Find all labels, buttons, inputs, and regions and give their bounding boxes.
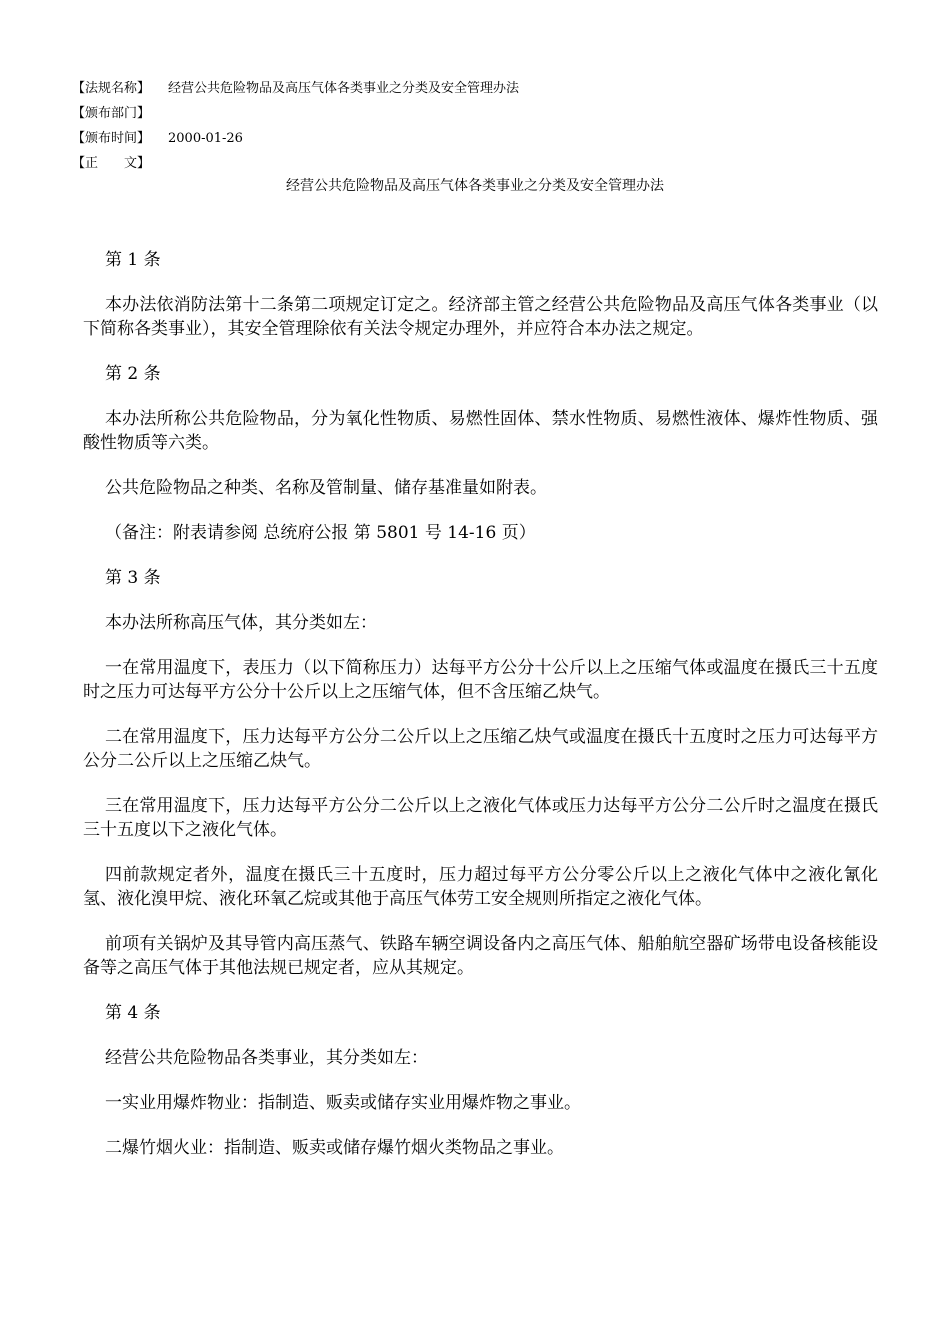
- paragraph: 本办法依消防法第十二条第二项规定订定之。经济部主管之经营公共危险物品及高压气体各类事业（以下简称各类事业），其安全管理除依有关法令规定办理外，并应符合本办法之规定。: [83, 295, 878, 339]
- paragraph: 经营公共危险物品各类事业，其分类如左：: [105, 1048, 428, 1068]
- meta-row-date: [72, 126, 519, 151]
- article-heading: 第 2 条: [105, 364, 161, 384]
- paragraph: 一在常用温度下，表压力（以下简称压力）达每平方公分十公斤以上之压缩气体或温度在摄氏三十五度时之压力可达每平方公分十公斤以上之压缩气体，但不含压缩乙炔气。: [83, 658, 878, 702]
- document-title: 经营公共危险物品及高压气体各类事业之分类及安全管理办法: [286, 178, 664, 194]
- document-body: [83, 248, 878, 1181]
- paragraph: 四前款规定者外，温度在摄氏三十五度时，压力超过每平方公分零公斤以上之液化气体中之液化氰化氢、液化溴甲烷、液化环氧乙烷或其他于高压气体劳工安全规则所指定之液化气体。: [83, 865, 878, 909]
- document-metadata: [72, 76, 519, 176]
- paragraph: 前项有关锅炉及其导管内高压蒸气、铁路车辆空调设备内之高压气体、船舶航空器矿场带电设备核能设备等之高压气体于其他法规已规定者，应从其规定。: [83, 934, 878, 978]
- meta-label: 【颁布部门】: [72, 106, 151, 121]
- meta-row-department: [72, 101, 519, 126]
- paragraph: 一实业用爆炸物业：指制造、贩卖或储存实业用爆炸物之事业。: [105, 1093, 581, 1113]
- article-heading: 第 3 条: [105, 568, 161, 588]
- article-heading: 第 4 条: [105, 1003, 161, 1023]
- meta-row-text: [72, 151, 519, 176]
- meta-row-name: [72, 76, 519, 101]
- paragraph-note: （备注：附表请参阅 总统府公报 第 5801 号 14-16 页）: [105, 523, 536, 543]
- meta-value: 经营公共危险物品及高压气体各类事业之分类及安全管理办法: [168, 81, 520, 96]
- paragraph: 本办法所称高压气体，其分类如左：: [105, 613, 377, 633]
- paragraph: 三在常用温度下，压力达每平方公分二公斤以上之液化气体或压力达每平方公分二公斤时之温度在摄氏三十五度以下之液化气体。: [83, 796, 878, 840]
- paragraph: 二爆竹烟火业：指制造、贩卖或储存爆竹烟火类物品之事业。: [105, 1138, 564, 1158]
- meta-label: 【颁布时间】: [72, 131, 151, 146]
- meta-value: 2000-01-26: [168, 131, 243, 146]
- paragraph: 二在常用温度下，压力达每平方公分二公斤以上之压缩乙炔气或温度在摄氏十五度时之压力可达每平方公分二公斤以上之压缩乙炔气。: [83, 727, 878, 771]
- paragraph: 公共危险物品之种类、名称及管制量、储存基准量如附表。: [105, 478, 547, 498]
- article-heading: 第 1 条: [105, 250, 161, 270]
- meta-label: 【法规名称】: [72, 81, 151, 96]
- paragraph: 本办法所称公共危险物品，分为氧化性物质、易燃性固体、禁水性物质、易燃性液体、爆炸性物质、强酸性物质等六类。: [83, 409, 878, 453]
- meta-label: 【正 文】: [72, 156, 151, 171]
